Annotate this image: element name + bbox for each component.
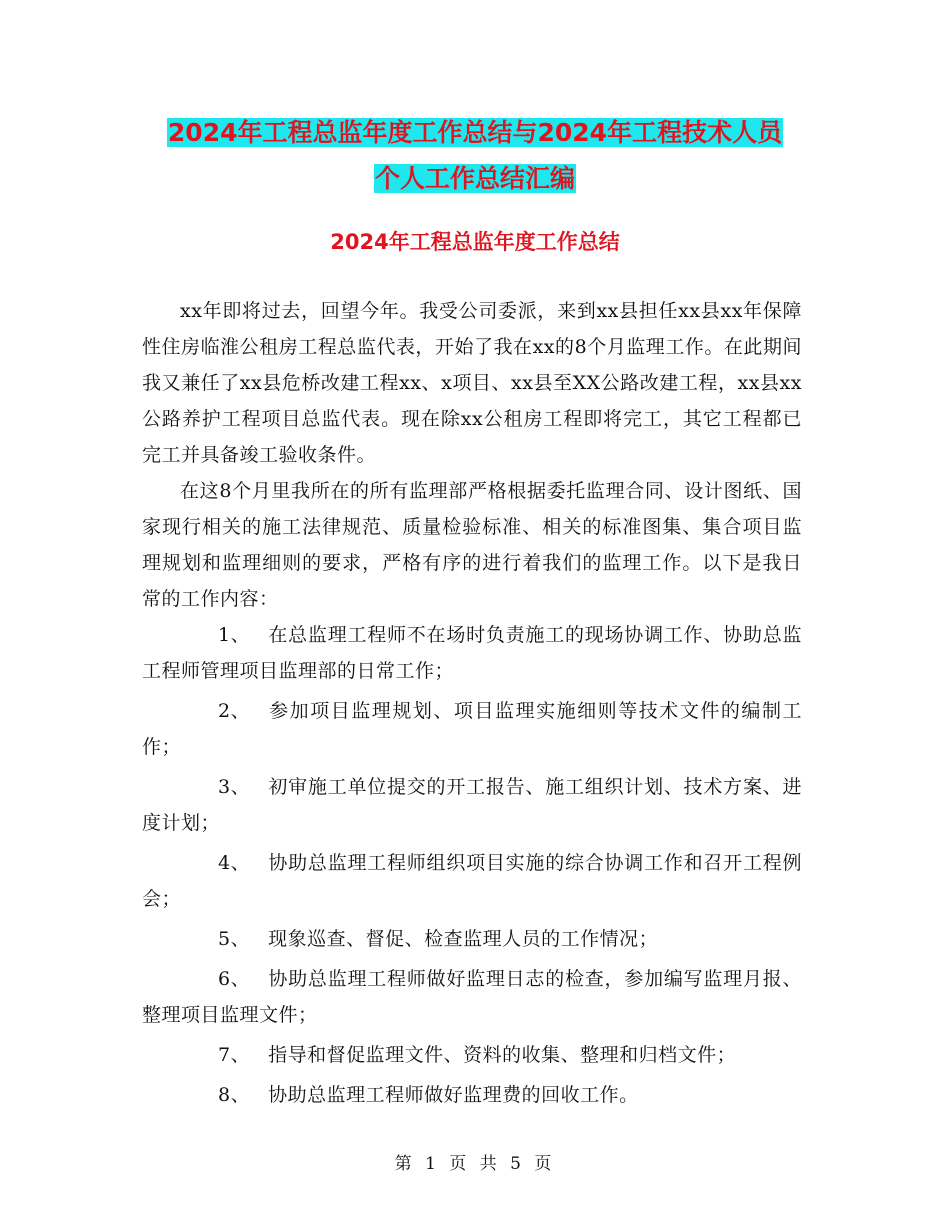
list-item-text: 现象巡查、督促、检查监理人员的工作情况； bbox=[268, 928, 659, 950]
list-item-number: 8、 bbox=[218, 1084, 251, 1106]
list-item bbox=[142, 617, 802, 689]
paragraph-2: 在这8个月里我所在的所有监理部严格根据委托监理合同、设计图纸、国家现行相关的施工法律规范、质量检验标准、相关的标准图集、集合项目监理规划和监理细则的要求，严格有序的进行着我们的监理工作。以下是我日常的工作内容： bbox=[142, 480, 802, 610]
document-title-line-2: 个人工作总结汇编 bbox=[374, 164, 575, 193]
list-item bbox=[142, 845, 802, 917]
document-body bbox=[142, 293, 802, 1113]
page-footer: 第 1 页 共 5 页 bbox=[394, 1154, 556, 1174]
list-item bbox=[142, 961, 802, 1033]
list-item-text: 协助总监理工程师组织项目实施的综合协调工作和召开工程例会； bbox=[142, 852, 802, 910]
document-title bbox=[100, 110, 850, 202]
list-item bbox=[142, 769, 802, 841]
list-item-number: 2、 bbox=[218, 700, 251, 722]
list-item-text: 协助总监理工程师做好监理日志的检查，参加编写监理月报、整理项目监理文件； bbox=[142, 968, 802, 1026]
list-item-number: 5、 bbox=[218, 928, 251, 950]
list-item-text: 参加项目监理规划、项目监理实施细则等技术文件的编制工作； bbox=[142, 700, 802, 758]
list-item-number: 3、 bbox=[218, 776, 251, 798]
list-item-number: 1、 bbox=[218, 624, 251, 646]
paragraph-1: xx年即将过去，回望今年。我受公司委派，来到xx县担任xx县xx年保障性住房临淮公租房工程总监代表，开始了我在xx的8个月监理工作。在此期间我又兼任了xx县危桥改建工程xx、x项目、xx县至XX公路改建工程，xx县xx公路养护工程项目总监代表。现在除xx公租房工程即将完工，其它工程都已完工并具备竣工验收条件。 bbox=[142, 300, 802, 466]
duty-list bbox=[142, 617, 802, 1113]
list-item bbox=[142, 921, 802, 957]
list-item-text: 协助总监理工程师做好监理费的回收工作。 bbox=[268, 1084, 639, 1106]
list-item-text: 在总监理工程师不在场时负责施工的现场协调工作、协助总监工程师管理项目监理部的日常工作； bbox=[142, 624, 802, 682]
list-item-text: 初审施工单位提交的开工报告、施工组织计划、技术方案、进度计划； bbox=[142, 776, 802, 834]
document-title-line-1: 2024年工程总监年度工作总结与2024年工程技术人员 bbox=[167, 118, 783, 147]
list-item bbox=[142, 693, 802, 765]
list-item bbox=[142, 1037, 802, 1073]
list-item-number: 6、 bbox=[218, 968, 251, 990]
list-item bbox=[142, 1077, 802, 1113]
list-item-number: 4、 bbox=[218, 852, 251, 874]
list-item-number: 7、 bbox=[218, 1044, 251, 1066]
section-title: 2024年工程总监年度工作总结 bbox=[330, 230, 620, 254]
list-item-text: 指导和督促监理文件、资料的收集、整理和归档文件； bbox=[268, 1044, 737, 1066]
